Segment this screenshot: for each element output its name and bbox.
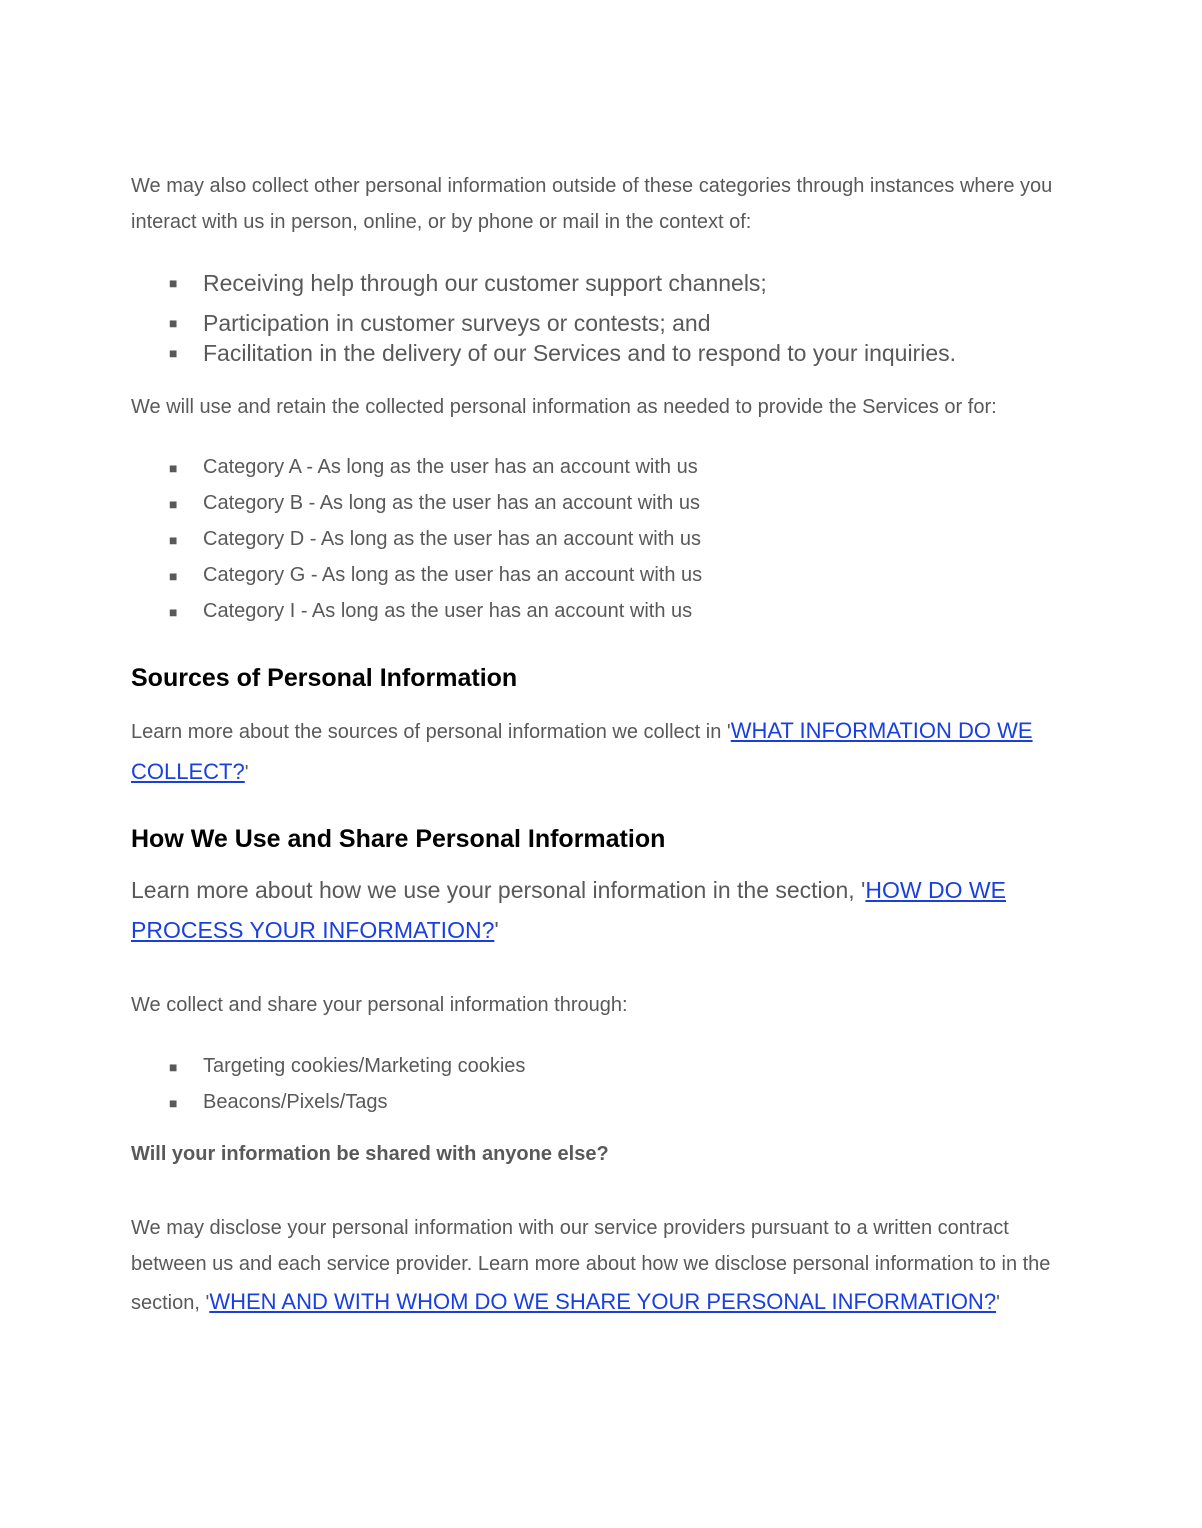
intro-paragraph: We may also collect other personal information outside of these categories through instances where you interact with us in person, online, or by phone or mail in the context of: — [131, 175, 1053, 233]
bullet-square-icon: ■ — [169, 496, 178, 512]
when-whom-share-link[interactable]: WHEN AND WITH WHOM DO WE SHARE YOUR PERSONAL INFORMATION? — [209, 1289, 997, 1314]
bullet-square-icon: ■ — [169, 604, 178, 620]
list-item: ■ Facilitation in the delivery of our Services and to respond to your inquiries. — [169, 335, 956, 371]
sources-heading: Sources of Personal Information — [131, 664, 518, 692]
collect-share-paragraph: We collect and share your personal information through: — [131, 994, 628, 1016]
use-share-heading: How We Use and Share Personal Information — [131, 825, 666, 853]
what-information-link[interactable]: WHAT INFORMATION DO WE COLLECT? — [131, 718, 1033, 784]
retain-list — [169, 449, 702, 629]
bullet-square-icon: ■ — [169, 345, 178, 361]
disclose-paragraph: We may disclose your personal information with our service providers pursuant to a written contract between us and each service provider. Learn more about how we disclose personal information to in the section, 'WHEN AND WITH WHOM DO WE SHARE YOUR PERSONAL INFORMATION?' — [131, 1217, 1051, 1314]
bullet-square-icon: ■ — [169, 1059, 178, 1075]
list-item: ■ Category I - As long as the user has an account with us — [169, 593, 702, 629]
list-item: ■ Category D - As long as the user has an account with us — [169, 521, 702, 557]
bullet-square-icon: ■ — [169, 1095, 178, 1111]
bullet-square-icon: ■ — [169, 460, 178, 476]
use-share-paragraph: Learn more about how we use your personal information in the section, 'HOW DO WE PROCESS YOUR INFORMATION?' — [131, 877, 1006, 943]
shared-question: Will your information be shared with anyone else? — [131, 1143, 609, 1165]
bullet-square-icon: ■ — [169, 532, 178, 548]
bullet-square-icon: ■ — [169, 568, 178, 584]
list-item: ■ Category B - As long as the user has an account with us — [169, 485, 702, 521]
list-item: ■ Category G - As long as the user has an account with us — [169, 557, 702, 593]
collect-list — [169, 1048, 525, 1120]
list-item: ■ Participation in customer surveys or contests; and — [169, 305, 956, 335]
sources-paragraph: Learn more about the sources of personal information we collect in 'WHAT INFORMATION DO WE COLLECT?' — [131, 718, 1033, 784]
list-item: ■ Beacons/Pixels/Tags — [169, 1084, 525, 1120]
list-item: ■ Receiving help through our customer support channels; — [169, 265, 956, 305]
bullet-square-icon: ■ — [169, 315, 178, 331]
context-list — [169, 265, 956, 371]
list-item: ■ Category A - As long as the user has an account with us — [169, 449, 702, 485]
bullet-square-icon: ■ — [169, 275, 178, 291]
list-item: ■ Targeting cookies/Marketing cookies — [169, 1048, 525, 1084]
how-process-link[interactable]: HOW DO WE PROCESS YOUR INFORMATION? — [131, 877, 1006, 943]
retain-paragraph: We will use and retain the collected personal information as needed to provide the Services or for: — [131, 396, 997, 418]
